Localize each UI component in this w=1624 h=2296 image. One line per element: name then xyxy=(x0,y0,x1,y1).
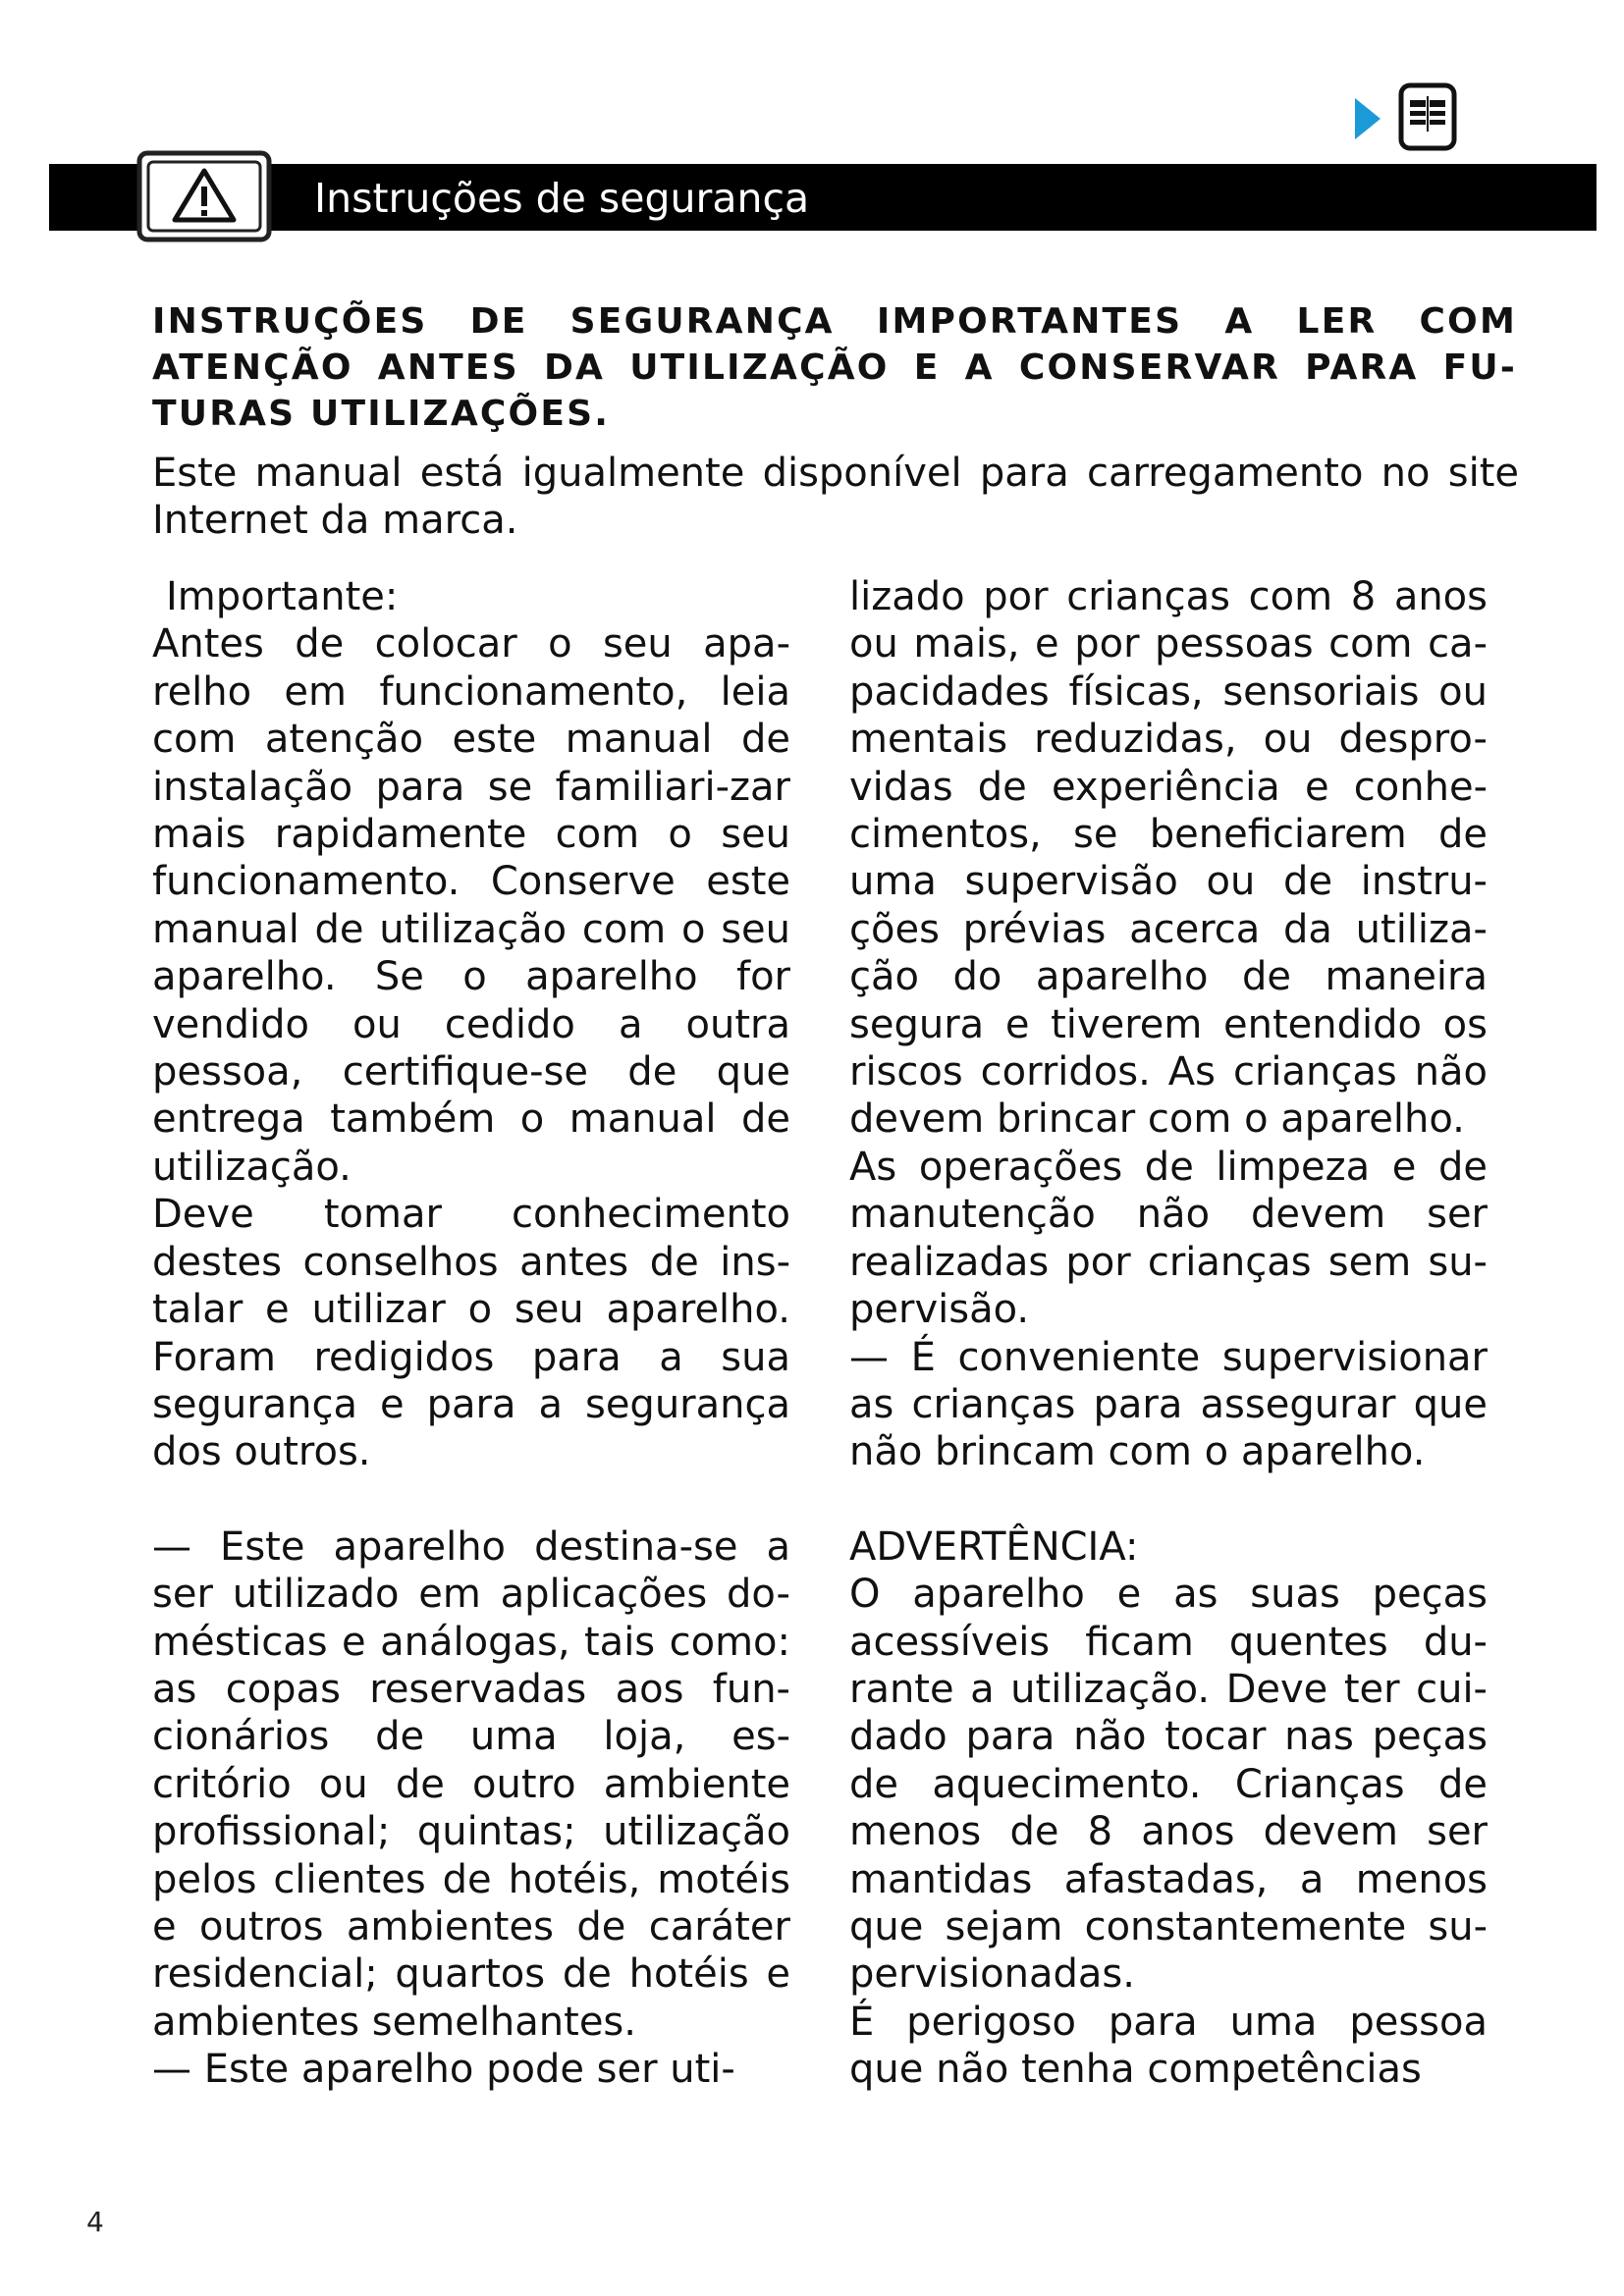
paragraph-children-start: — Este aparelho pode ser uti- xyxy=(152,2047,735,2093)
paragraph-hot-parts: O aparelho e as suas peças acessíveis ficam quentes du-rante a utilização. Deve ter cui-dado para não tocar nas peças de aquecimento. Crianças de menos de 8 anos devem ser mantidas afastadas, a menos que sejam constantemente su-pervisionadas. xyxy=(849,1572,1488,1998)
right-column xyxy=(849,573,1488,2094)
manual-book-icon[interactable] xyxy=(1398,82,1457,151)
paragraph-children-use: lizado por crianças com 8 anos ou mais, e por pessoas com ca-pacidades físicas, sensoriais ou mentais reduzidas, ou despro-vidas de experiência e conhe-cimentos, se beneficiarem de uma supervisão ou de instru-ções prévias acerca da utiliza-ção do aparelho de maneira segura e tiverem entendido os riscos corridos. As crianças não devem brincar com o aparelho. xyxy=(849,574,1488,1143)
page-navigation xyxy=(1355,77,1483,155)
paragraph-read-manual: Antes de colocar o seu apa-relho em funcionamento, leia com atenção este manual de instalação para se familiari-zar mais rapidamente com o seu funcionamento. Conserve este manual de utilização com o seu aparelho. Se o aparelho for vendido ou cedido a outra pessoa, certifique-se de que entrega também o manual de utilização. xyxy=(152,621,790,1190)
warning-label: ADVERTÊNCIA: xyxy=(849,1523,1139,1570)
paragraph-advice: Deve tomar conhecimento destes conselhos antes de ins-talar e utilizar o seu aparelho. Foram redigidos para a sua segurança e para a segurança dos outros. xyxy=(152,1192,790,1475)
section-title: Instruções de segurança xyxy=(314,175,810,222)
section-header-bar xyxy=(49,164,1597,231)
paragraph-domestic-use: — Este aparelho destina-se a ser utilizado em aplicações do-mésticas e análogas, tais como: as copas reservadas aos fun-cionários de uma loja, es-critório ou de outro ambiente profissional; quintas; utilização pelos clientes de hotéis, motéis e outros ambientes de caráter residencial; quartos de hotéis e ambientes semelhantes. xyxy=(152,1523,790,2045)
manual-availability-note: Este manual está igualmente disponível para carregamento no site Internet da marca. xyxy=(152,451,1519,543)
next-arrow-icon[interactable] xyxy=(1355,98,1380,139)
left-column xyxy=(152,573,790,2094)
paragraph-danger: É perigoso para uma pessoa que não tenha competências xyxy=(849,1999,1488,2093)
page-number: 4 xyxy=(86,2206,104,2238)
important-label: Importante: xyxy=(166,574,399,619)
safety-heading: INSTRUÇÕES DE SEGURANÇA IMPORTANTES A LER COM ATENÇÃO ANTES DA UTILIZAÇÃO E A CONSERVAR PARA FU-TURAS UTILIZAÇÕES. xyxy=(152,301,1517,434)
warning-triangle-icon xyxy=(135,149,273,243)
paragraph-supervise: — É conveniente supervisionar as crianças para assegurar que não brincam com o aparelho. xyxy=(849,1334,1488,1475)
paragraph-cleaning: As operações de limpeza e de manutenção não devem ser realizadas por crianças sem su-pervisão. xyxy=(849,1144,1488,1333)
